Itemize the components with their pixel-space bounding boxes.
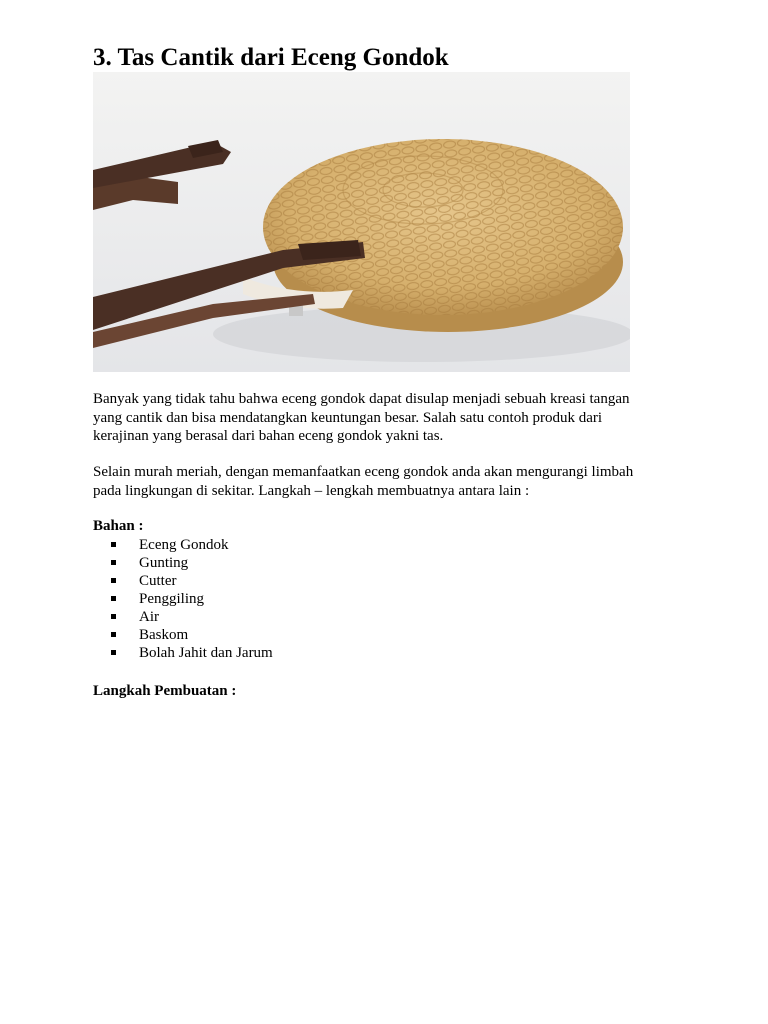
benefit-paragraph: Selain murah meriah, dengan memanfaatkan eceng gondok anda akan mengurangi limbah pada lingkungan di sekitar. Langkah – lengkah membuatnya antara lain : bbox=[93, 464, 634, 499]
intro-paragraph: Banyak yang tidak tahu bahwa eceng gondok dapat disulap menjadi sebuah kreasi tangan yang cantik dan bisa mendatangkan keuntungan besar. Salah satu contoh produk dari kerajinan yang berasal dari bahan eceng gondok yakni tas. bbox=[93, 391, 630, 444]
square-bullet-icon bbox=[111, 596, 116, 601]
steps-heading: Langkah Pembuatan : bbox=[93, 683, 237, 699]
woven-bag-photo bbox=[93, 72, 630, 372]
square-bullet-icon bbox=[111, 578, 116, 583]
list-item bbox=[93, 590, 273, 608]
square-bullet-icon bbox=[111, 650, 116, 655]
list-item-label: Gunting bbox=[139, 555, 189, 571]
list-item bbox=[93, 608, 273, 626]
list-item bbox=[93, 626, 273, 644]
document-title: 3. Tas Cantik dari Eceng Gondok bbox=[93, 44, 449, 71]
list-item-label: Cutter bbox=[139, 573, 177, 589]
list-item-label: Air bbox=[139, 609, 159, 625]
list-item bbox=[93, 572, 273, 590]
materials-heading: Bahan : bbox=[93, 518, 144, 534]
list-item bbox=[93, 644, 273, 662]
materials-list bbox=[93, 536, 273, 662]
square-bullet-icon bbox=[111, 560, 116, 565]
list-item-label: Penggiling bbox=[139, 591, 205, 607]
square-bullet-icon bbox=[111, 542, 116, 547]
list-item-label: Eceng Gondok bbox=[139, 537, 229, 553]
square-bullet-icon bbox=[111, 614, 116, 619]
square-bullet-icon bbox=[111, 632, 116, 637]
list-item bbox=[93, 554, 273, 572]
list-item-label: Baskom bbox=[139, 627, 189, 643]
list-item-label: Bolah Jahit dan Jarum bbox=[139, 645, 273, 661]
list-item bbox=[93, 536, 273, 554]
